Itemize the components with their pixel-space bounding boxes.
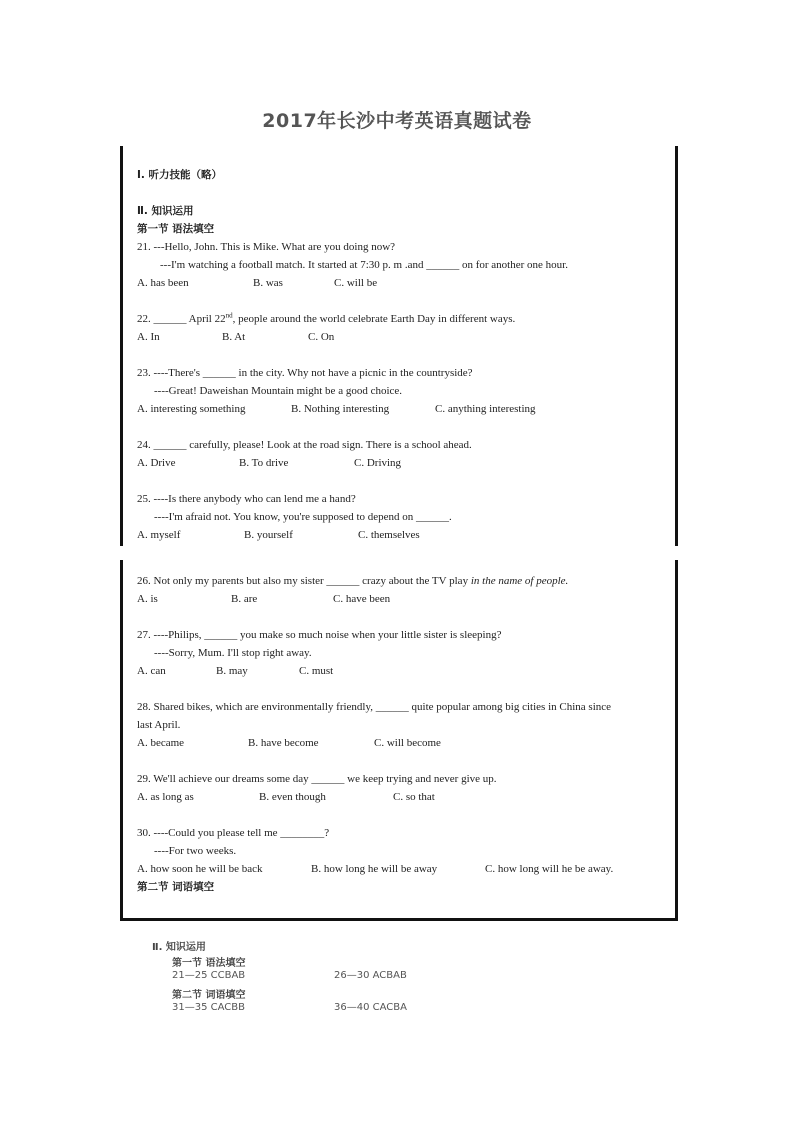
answer-head: Ⅱ. 知识运用 xyxy=(152,942,206,953)
q21-option-b: B. was xyxy=(253,277,283,289)
q21-option-c: C. will be xyxy=(334,277,378,289)
q29-option-a: A. as long as xyxy=(137,791,194,803)
q28-question-cont: last April. xyxy=(137,719,181,731)
q27-reply: ----Sorry, Mum. I'll stop right away. xyxy=(154,647,312,659)
q22-option-a: A. In xyxy=(137,331,160,343)
q23-option-b: B. Nothing interesting xyxy=(291,403,390,415)
q24-option-b: B. To drive xyxy=(239,457,289,469)
q22-option-c: C. On xyxy=(308,331,335,343)
q23-option-c: C. anything interesting xyxy=(435,403,536,415)
q29-question: 29. We'll achieve our dreams some day ______ we keep trying and never give up. xyxy=(137,773,497,785)
q29-option-c: C. so that xyxy=(393,791,435,803)
q23-reply: ----Great! Daweishan Mountain might be a good choice. xyxy=(154,385,403,397)
q26-question: 26. Not only my parents but also my sister ______ crazy about the TV play in the name of people. xyxy=(137,575,569,587)
section-knowledge: Ⅱ. 知识运用 xyxy=(137,205,194,217)
answer-part1: 第一节 语法填空 xyxy=(172,958,246,969)
part-grammar: 第一节 语法填空 xyxy=(137,223,215,235)
q30-option-b: B. how long he will be away xyxy=(311,863,438,875)
answer-row-21-25: 21—25 CCBAB xyxy=(172,970,246,981)
q23-option-a: A. interesting something xyxy=(137,403,246,415)
answer-row-31-35: 31—35 CACBB xyxy=(172,1002,245,1013)
q27-option-a: A. can xyxy=(137,665,166,677)
q27-question: 27. ----Philips, ______ you make so much noise when your little sister is sleeping? xyxy=(137,629,502,641)
q27-option-c: C. must xyxy=(299,665,334,677)
part-vocabulary: 第二节 词语填空 xyxy=(137,881,215,893)
q29-option-b: B. even though xyxy=(259,791,326,803)
q23-question: 23. ----There's ______ in the city. Why not have a picnic in the countryside? xyxy=(137,367,473,379)
q25-option-c: C. themselves xyxy=(358,529,420,541)
q25-reply: ----I'm afraid not. You know, you're supposed to depend on ______. xyxy=(154,511,452,523)
q25-option-a: A. myself xyxy=(137,529,181,541)
q30-option-c: C. how long will he be away. xyxy=(485,863,614,875)
q28-option-c: C. will become xyxy=(374,737,441,749)
q30-option-a: A. how soon he will be back xyxy=(137,863,263,875)
q26-option-c: C. have been xyxy=(333,593,391,605)
q25-question: 25. ----Is there anybody who can lend me a hand? xyxy=(137,493,356,505)
q28-option-b: B. have become xyxy=(248,737,319,749)
q25-option-b: B. yourself xyxy=(244,529,293,541)
page-title: 2017年长沙中考英语真题试卷 xyxy=(262,110,532,132)
q30-question: 30. ----Could you please tell me ________? xyxy=(137,827,330,839)
q26-option-a: A. is xyxy=(137,593,158,605)
q28-option-a: A. became xyxy=(137,737,185,749)
q26-option-b: B. are xyxy=(231,593,258,605)
q21-reply: ---I'm watching a football match. It started at 7:30 p. m .and ______ on for another one hour. xyxy=(160,259,568,271)
answer-part2: 第二节 词语填空 xyxy=(172,990,246,1001)
q22-option-b: B. At xyxy=(222,331,246,343)
q24-option-a: A. Drive xyxy=(137,457,176,469)
q27-option-b: B. may xyxy=(216,665,248,677)
q21-option-a: A. has been xyxy=(137,277,189,289)
q24-question: 24. ______ carefully, please! Look at the road sign. There is a school ahead. xyxy=(137,439,472,451)
q28-question: 28. Shared bikes, which are environmentally friendly, ______ quite popular among big cities in China since xyxy=(137,701,612,713)
q22-question: 22. ______ April 22nd, people around the world celebrate Earth Day in different ways. xyxy=(137,311,516,325)
questions-box-1 xyxy=(120,146,678,546)
q30-reply: ----For two weeks. xyxy=(154,845,237,857)
section-listening: Ⅰ. 听力技能（略） xyxy=(137,169,223,181)
q24-option-c: C. Driving xyxy=(354,457,402,469)
answer-row-36-40: 36—40 CACBA xyxy=(334,1002,407,1013)
questions-box-2 xyxy=(120,560,678,921)
q21-question: 21. ---Hello, John. This is Mike. What are you doing now? xyxy=(137,241,396,253)
answer-row-26-30: 26—30 ACBAB xyxy=(334,970,407,981)
